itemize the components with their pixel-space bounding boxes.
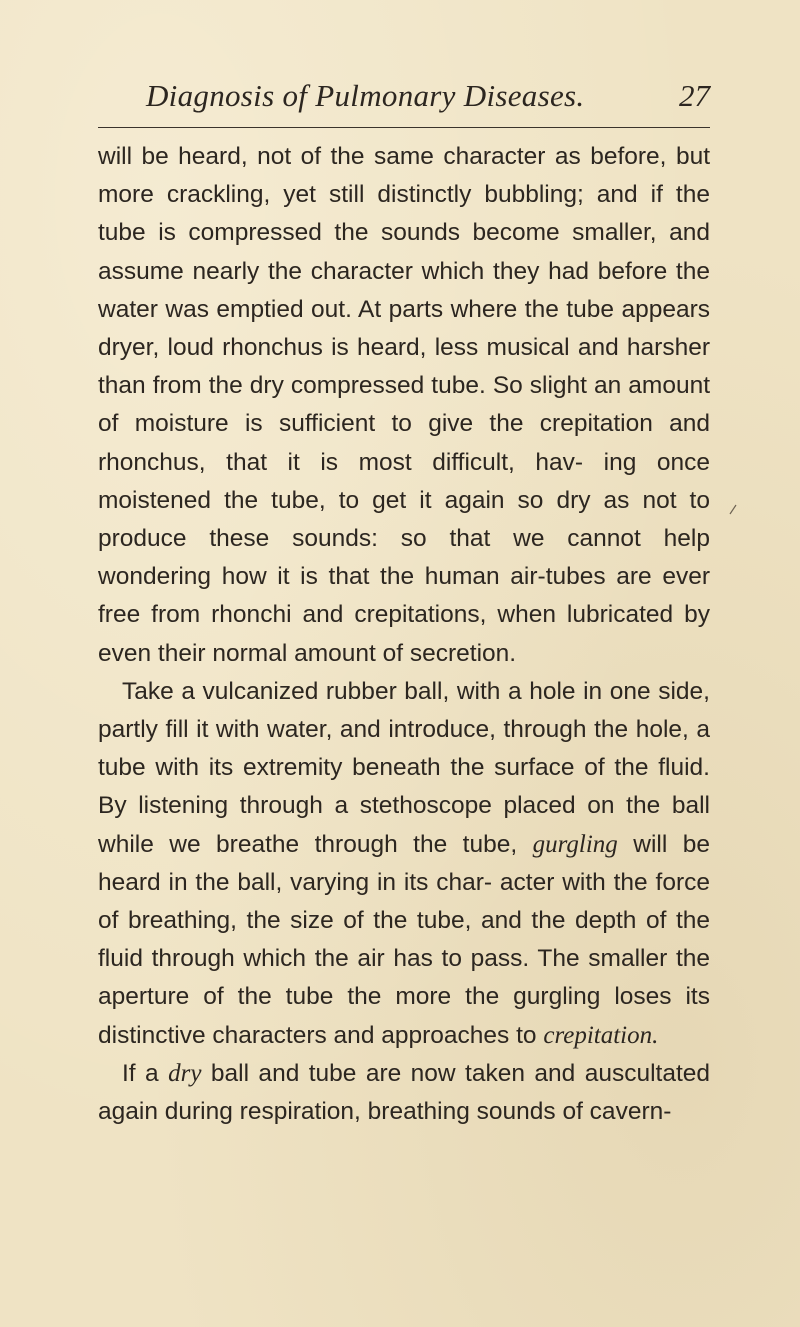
emphasis-crepitation: crepitation. xyxy=(543,1021,659,1049)
margin-mark xyxy=(728,502,738,516)
header-rule xyxy=(98,127,710,128)
paragraph-3-text-a: If a xyxy=(122,1059,159,1087)
pencil-tick-icon xyxy=(728,502,738,516)
paragraph-3-text-b: ball and tube are now taken and auscultated again during respiration, breathing sounds of cavern- xyxy=(98,1059,711,1126)
emphasis-dry: dry xyxy=(168,1059,202,1087)
page-number: 27 xyxy=(679,78,710,113)
body-text xyxy=(98,138,710,1131)
running-head xyxy=(98,78,710,118)
emphasis-gurgling: gurgling xyxy=(532,830,618,858)
running-title: Diagnosis of Pulmonary Diseases. xyxy=(146,78,585,113)
paragraph-1-text: will be heard, not of the same character as before, but more crackling, yet still distinctly bubbling; and if the tube is compressed the sounds become smaller, and assume nearly the character which they had before the water was emptied out. At parts where the tube appears dryer, loud rhonchus is heard, less musical and harsher than from the dry compressed tube. So slight an amount of moisture is sufficient to give the crepitation and rhonchus, that it is most difficult, hav- ing once moistened the tube, to get it again so dry as not to produce these sounds: so that we cannot help wondering how it is that the human air-tubes are ever free from rhonchi and crepitations, when lubricated by even their normal amount of secretion. xyxy=(98,143,710,667)
paragraph-2-text-b: will be heard in the ball, varying in its char- acter with the force of breathing, the size of the tube, and the depth of the fluid through which the air has to pass. The smaller the aperture of the tube the more the gurgling loses its distinctive characters and approaches to xyxy=(98,830,710,1049)
paragraph-1 xyxy=(98,138,710,673)
paragraph-2 xyxy=(98,673,710,1055)
paragraph-3 xyxy=(98,1055,710,1131)
paragraph-2-text-a: Take a vulcanized rubber ball, with a hole in one side, partly fill it with water, and introduce, through the hole, a tube with its extremity beneath the surface of the fluid. By listening through a stethoscope placed on the ball while we breathe through the tube, xyxy=(98,677,710,858)
